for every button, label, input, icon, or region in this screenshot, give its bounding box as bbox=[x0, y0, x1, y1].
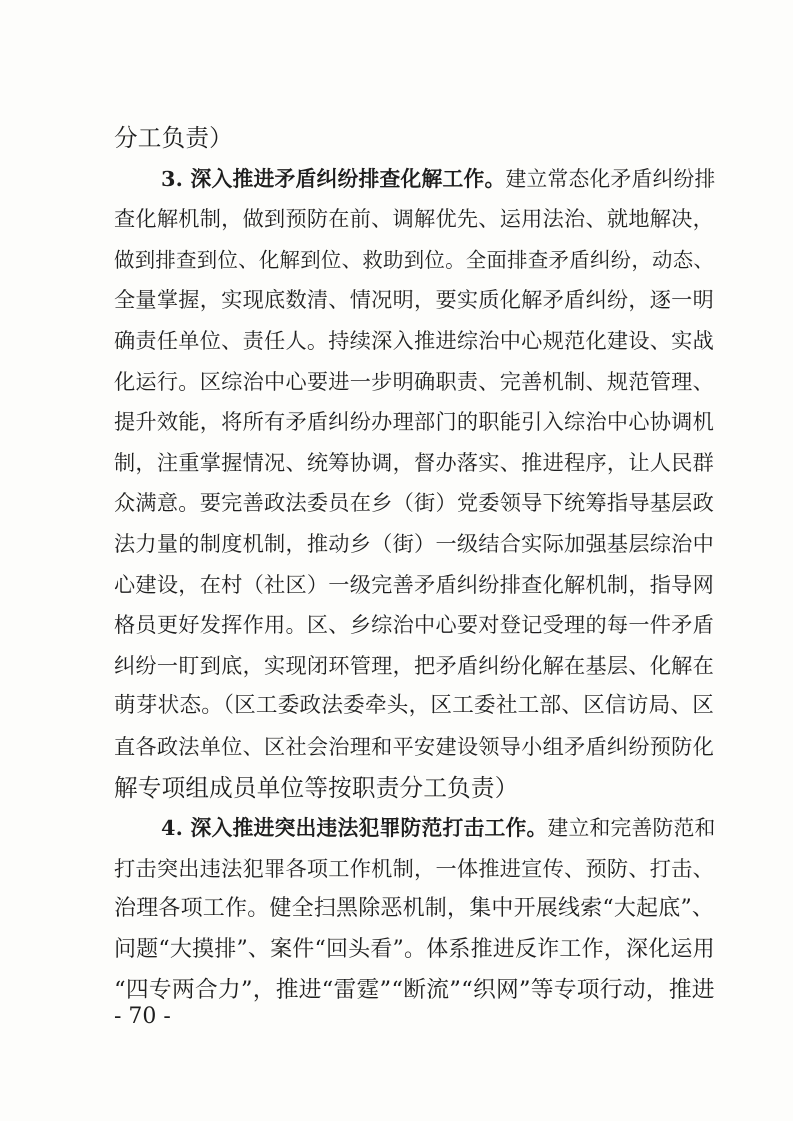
section-3-heading: 3. 深入推进矛盾纠纷排查化解工作。 bbox=[161, 165, 506, 191]
page-number: - 70 - bbox=[114, 1004, 171, 1029]
section-heading-line bbox=[114, 159, 714, 200]
text-line: 治理各项工作。健全扫黑除恶机制，集中开展线索“大起底”、 bbox=[114, 896, 715, 922]
text-line: 分工负责） bbox=[114, 124, 233, 152]
text-line: 做到排查到位、化解到位、救助到位。全面排查矛盾纠纷，动态、 bbox=[114, 247, 714, 272]
text-line-continuation: 建立常态化矛盾纠纷排 bbox=[505, 166, 716, 191]
text-line: 直各政法单位、区社会治理和平安建设领导小组矛盾纠纷预防化 bbox=[114, 733, 714, 759]
text-line: 众满意。要完善政法委员在乡（街）党委领导下统筹指导基层政 bbox=[114, 490, 714, 516]
text-line: 提升效能，将所有矛盾纠纷办理部门的职能引入综治中心协调机 bbox=[114, 409, 714, 435]
text-line: 法力量的制度机制，推动乡（街）一级结合实际加强基层综治中 bbox=[114, 530, 714, 556]
text-line: 萌芽状态。（区工委政法委牵头，区工委社工部、区信访局、区 bbox=[114, 693, 714, 719]
text-line: 解专项组成员单位等按职责分工负责） bbox=[114, 773, 519, 802]
section-4-heading: 4. 深入推进突出违法犯罪防范打击工作。 bbox=[161, 815, 548, 841]
text-line: 制，注重掌握情况、统筹协调，督办落实、推进程序，让人民群 bbox=[114, 449, 714, 475]
text-line: 纠纷一盯到底，实现闭环管理，把矛盾纠纷化解在基层、化解在 bbox=[114, 652, 714, 678]
text-line: 问题“大摸排”、案件“回头看”。体系推进反诈工作，深化运用 bbox=[114, 936, 715, 962]
text-line-continuation: 建立和完善防范和 bbox=[547, 816, 716, 841]
text-line: “四专两合力”，推进“雷霆”“断流”“织网”等专项行动，推进 bbox=[114, 977, 715, 1004]
text-line: 查化解机制，做到预防在前、调解优先、运用法治、就地解决， bbox=[114, 206, 714, 232]
text-line: 化运行。区综治中心要进一步明确职责、完善机制、规范管理、 bbox=[114, 368, 714, 394]
text-line: 格员更好发挥作用。区、乡综治中心要对登记受理的每一件矛盾 bbox=[114, 612, 714, 638]
section-heading-line bbox=[114, 808, 714, 849]
body-text bbox=[114, 118, 714, 1011]
text-line: 打击突出违法犯罪各项工作机制，一体推进宣传、预防、打击、 bbox=[114, 855, 714, 881]
text-line: 确责任单位、责任人。持续深入推进综治中心规范化建设、实战 bbox=[114, 327, 714, 353]
text-line: 全量掌握，实现底数清、情况明，要实质化解矛盾纠纷，逐一明 bbox=[114, 287, 714, 313]
text-line: 心建设，在村（社区）一级完善矛盾纠纷排查化解机制，指导网 bbox=[114, 571, 714, 597]
